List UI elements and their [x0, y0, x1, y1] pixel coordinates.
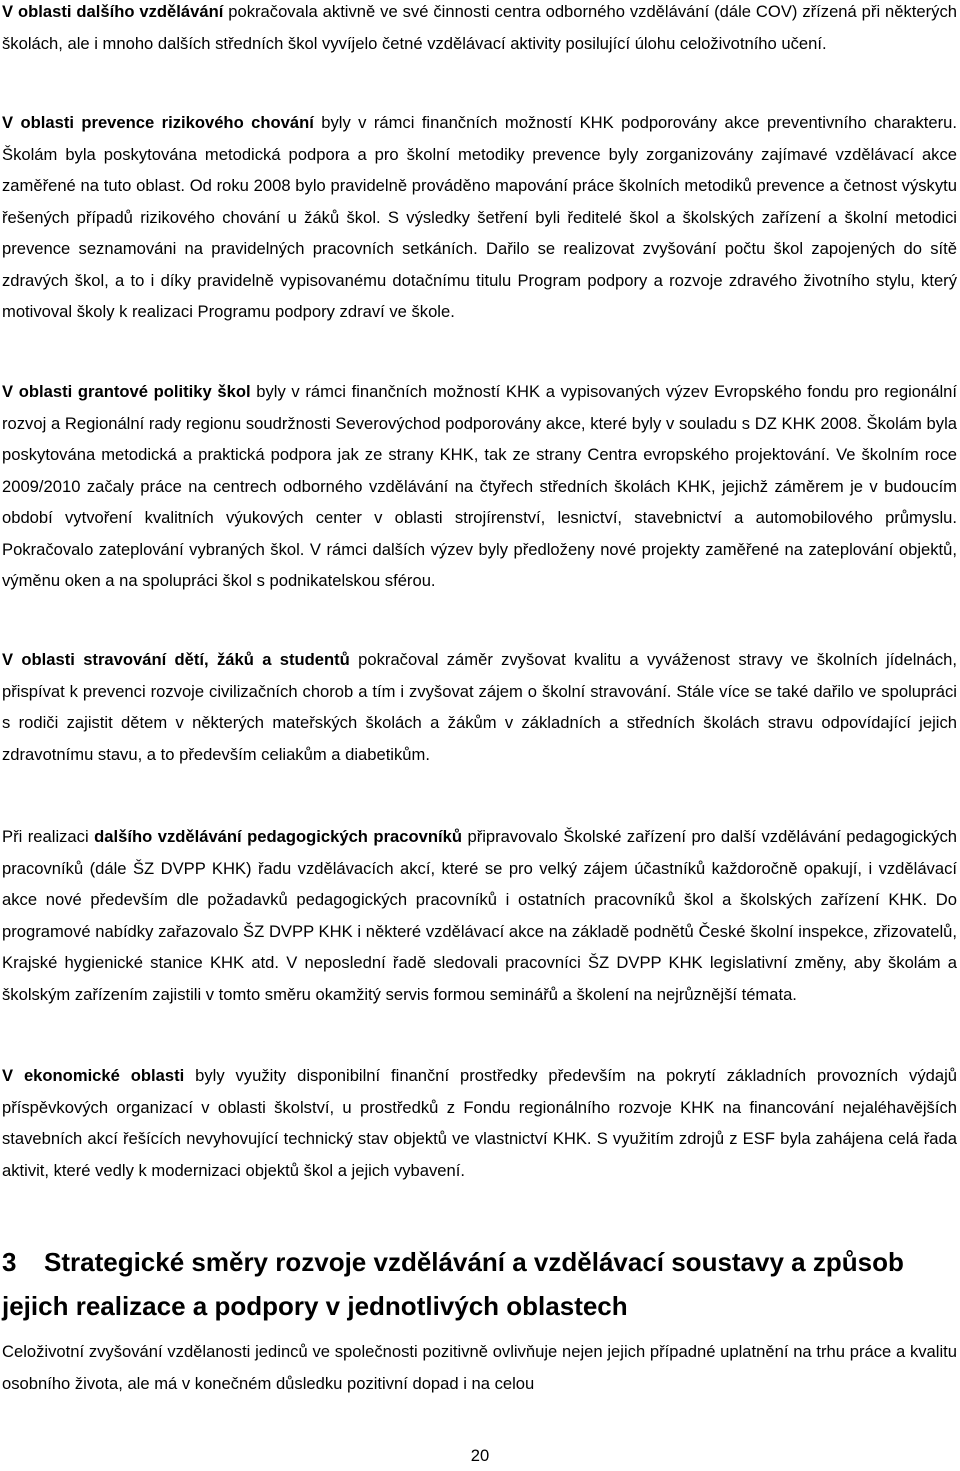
- paragraph-grant-policy: [2, 376, 957, 597]
- paragraph-body: byly v rámci finančních možností KHK a vypisovaných výzev Evropského fondu pro regionální rozvoj a Regionální rady regionu soudržnosti Severovýchod podporovány akce, které byly v souladu s DZ KHK 2008. Školám byla poskytována metodická a praktická podpora jak ze strany KHK, tak ze strany Centra evropského projektování. Ve školním roce 2009/2010 začaly práce na centrech odborného vzdělávání na čtyřech středních školách KHK, jejichž záměrem je v budoucím období vytvoření kvalitních výukových center v oblasti strojírenství, lesnictví, stavebnictví a automobilového průmyslu. Pokračovalo zateplování vybraných škol. V rámci dalších výzev byly předloženy nové projekty zaměřené na zateplování objektů, výměnu oken a na spolupráci škol s podnikatelskou sférou.: [2, 382, 957, 590]
- paragraph-lead-bold: V ekonomické oblasti: [2, 1066, 185, 1085]
- paragraph-body: pokračoval záměr zvyšovat kvalitu a vyváženost stravy ve školních jídelnách, přispívat k prevenci rozvoje civilizačních chorob a tím i zvyšovat zájem o školní stravování. Stále více se také dařilo ve spolupráci s rodiči zajistit dětem v některých mateřských školách a žákům v základních a středních školách stravu odpovídající jejich zdravotnímu stavu, a to především celiakům a diabetikům.: [2, 650, 957, 764]
- paragraph-lifelong-learning: Celoživotní zvyšování vzdělanosti jedinců ve společnosti pozitivně ovlivňuje nejen jejich případné uplatnění na trhu práce a kvalitu osobního života, ale má v konečném důsledku pozitivní dopad i na celou: [2, 1342, 957, 1393]
- paragraph-lead-bold: V oblasti prevence rizikového chování: [2, 113, 314, 132]
- paragraph-lead-bold: V oblasti stravování dětí, žáků a studentů: [2, 650, 350, 669]
- paragraph-body: připravovalo Školské zařízení pro další vzdělávání pedagogických pracovníků (dále ŠZ DVPP KHK) řadu vzdělávacích akcí, které se pro velký zájem účastníků každoročně opakují, i vzdělávací akce nové především dle požadavků pedagogických pracovníků i ostatních pracovníků škol a školských zařízení KHK. Do programové nabídky zařazovalo ŠZ DVPP KHK i některé vzdělávací akce na základě podnětů České školní inspekce, zřizovatelů, Krajské hygienické stanice KHK atd. V neposlední řadě sledovali pracovníci ŠZ DVPP KHK legislativní změny, aby školám a školským zařízením zajistili v tomto směru okamžitý servis formou seminářů a školení na nejrůznější témata.: [2, 827, 957, 1004]
- paragraph-risk-prevention: [2, 107, 957, 328]
- paragraph-lead-bold: dalšího vzdělávání pedagogických pracovníků: [94, 827, 462, 846]
- paragraph-prefix: Při realizaci: [2, 827, 95, 846]
- paragraph-body: byly v rámci finančních možností KHK podporovány akce preventivního charakteru. Školám byla poskytována metodická podpora a pro školní metodiky prevence byly zorganizovány zajímavé vzdělávací akce zaměřené na tuto oblast. Od roku 2008 bylo pravidelně prováděno mapování práce školních metodiků prevence a četnost výskytu řešených případů rizikového chování u žáků škol. S výsledky šetření byli ředitelé škol a školských zařízení a školní metodici prevence seznamováni na pravidelných pracovních setkáních. Dařilo se realizovat zvyšování počtu škol zapojených do sítě zdravých škol, a to i díky pravidelně vypisovanému dotačnímu titulu Program podpory a rozvoje zdravého životního stylu, který motivoval školy k realizaci Programu podpory zdraví ve škole.: [2, 113, 957, 321]
- paragraph-school-catering: [2, 644, 957, 770]
- section-number: 3: [2, 1247, 17, 1277]
- paragraph-body: pokračovala aktivně ve své činnosti centra odborného vzdělávání (dále COV) zřízená při některých školách, ale i mnoho dalších středních škol vyvíjelo četné vzdělávací aktivity posilující úlohu celoživotního učení.: [2, 2, 957, 53]
- paragraph-teacher-training: [2, 821, 957, 1010]
- paragraph-body: byly využity disponibilní finanční prostředky především na pokrytí základních provozních výdajů příspěvkových organizací v oblasti školství, u prostředků z Fondu regionálního rozvoje KHK na financování nejaléhavějších stavebních akcí řešících nevyhovující technický stav objektů ve vlastnictví KHK. S využitím zdrojů z ESF byla zahájena celá řada aktivit, které vedly k modernizaci objektů škol a jejich vybavení.: [2, 1066, 957, 1180]
- page-number: 20: [470, 1446, 490, 1465]
- paragraph-economic-area: [2, 1060, 957, 1186]
- paragraph-lead-bold: V oblasti dalšího vzdělávání: [2, 2, 224, 21]
- section-heading: [2, 1240, 957, 1328]
- section-title: Strategické směry rozvoje vzdělávání a vzdělávací soustavy a způsob jejich realizace a podpory v jednotlivých oblastech: [2, 1247, 904, 1321]
- paragraph-lead-bold: V oblasti grantové politiky škol: [2, 382, 251, 401]
- paragraph-further-education: [2, 0, 957, 59]
